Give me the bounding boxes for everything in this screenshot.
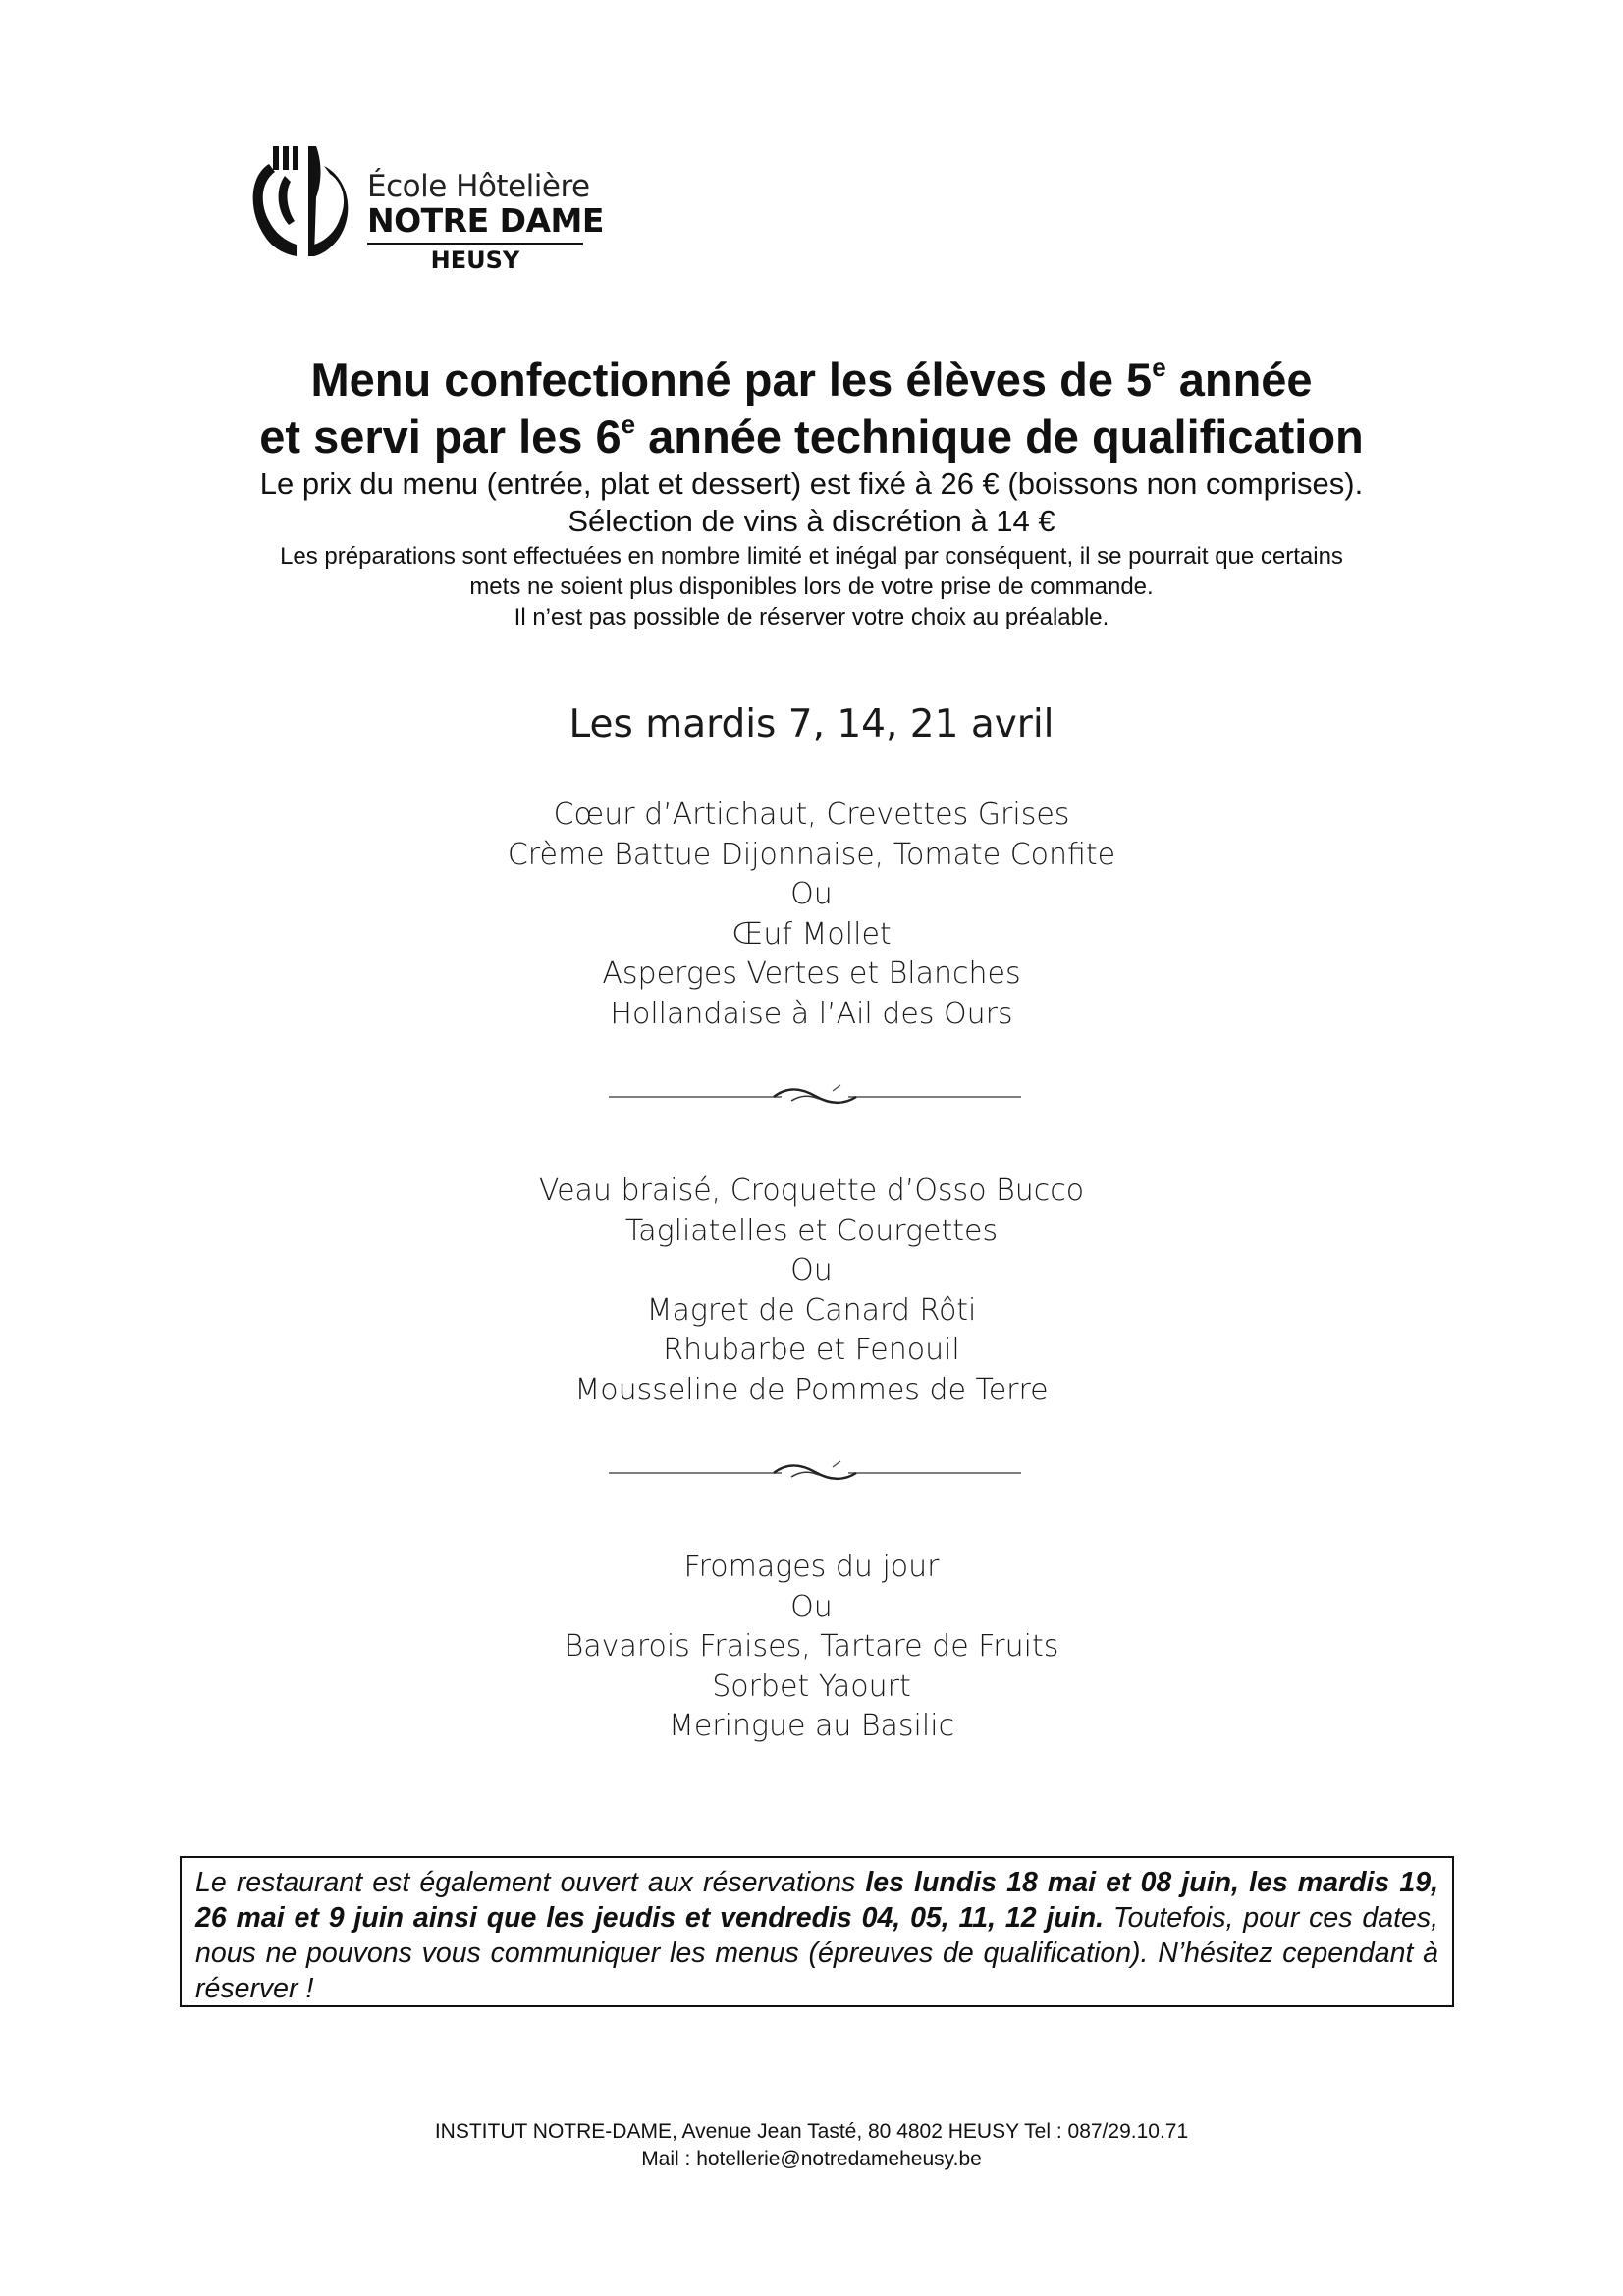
menu-price: Le prix du menu (entrée, plat et dessert) est fixé à 26 € (boissons non comprises). [259,466,1364,501]
menu-item: Sorbet Yaourt [712,1668,911,1704]
footer-address: INSTITUT NOTRE-DAME, Avenue Jean Tasté, 80 4802 HEUSY Tel : 087/29.10.71 [434,2120,1189,2143]
menu-item: Mousseline de Pommes de Terre [574,1372,1049,1407]
wine-selection: Sélection de vins à discrétion à 14 € [568,504,1055,538]
menu-item: Fromages du jour [683,1550,940,1584]
mains-course [0,1172,1623,1410]
menu-item: Œuf Mollet [731,916,892,952]
menu-item: Magret de Canard Rôti [646,1292,977,1328]
menu-item: Crème Battue Dijonnaise, Tomate Confite [507,837,1116,872]
menu-item: Meringue au Basilic [668,1709,955,1743]
fork-knife-logo-icon [245,142,361,262]
footer-email: Mail : hotellerie@notredameheusy.be [641,2148,982,2170]
logo-school-name: NOTRE DAME [367,201,604,240]
menu-item: Bavarois Fraises, Tartare de Fruits [564,1629,1059,1664]
menu-item: Rhubarbe et Fenouil [663,1333,960,1367]
or-separator: Ou [790,1589,833,1624]
menu-item: Veau braisé, Croquette d’Osso Bucco [538,1174,1085,1208]
or-separator: Ou [790,877,833,911]
menu-date: Les mardis 7, 14, 21 avril [568,702,1055,746]
starters-course [0,795,1623,1034]
menu-item: Hollandaise à l’Ail des Ours [610,996,1013,1031]
title-line-1: Menu confectionné par les élèves de 5e année [310,353,1313,406]
logo-divider [367,243,583,245]
divider-ornament-icon [609,1082,1021,1112]
menu-item: Cœur d’Artichaut, Crevettes Grises [553,797,1070,832]
menu-item: Tagliatelles et Courgettes [624,1213,999,1248]
availability-notice: Les préparations sont effectuées en nombre limité et inégal par conséquent, il se pourrait que certains mets ne soient plus disponibles lors de votre prise de commande. Il n’est pas possible de réserver votre choix au préalable. [280,543,1343,630]
or-separator: Ou [790,1253,833,1287]
title-line-2: et servi par les 6e année technique de qualification [259,410,1364,463]
desserts-course [0,1548,1623,1747]
menu-item: Asperges Vertes et Blanches [602,957,1021,991]
divider-ornament-icon [609,1458,1021,1488]
logo-school-type: École Hôtelière [367,169,590,204]
reservation-info-box: Le restaurant est également ouvert aux réservations les lundis 18 mai et 08 juin, les mardis 19, 26 mai et 9 juin ainsi que les jeudis et vendredis 04, 05, 11, 12 juin. Toutefois, pour ces dates, nous ne pouvons vous communiquer les menus (épreuves de qualification). N’hésitez cependant à réserver ! [180,1856,1454,2007]
school-logo [245,142,604,274]
logo-location: HEUSY [430,246,520,274]
